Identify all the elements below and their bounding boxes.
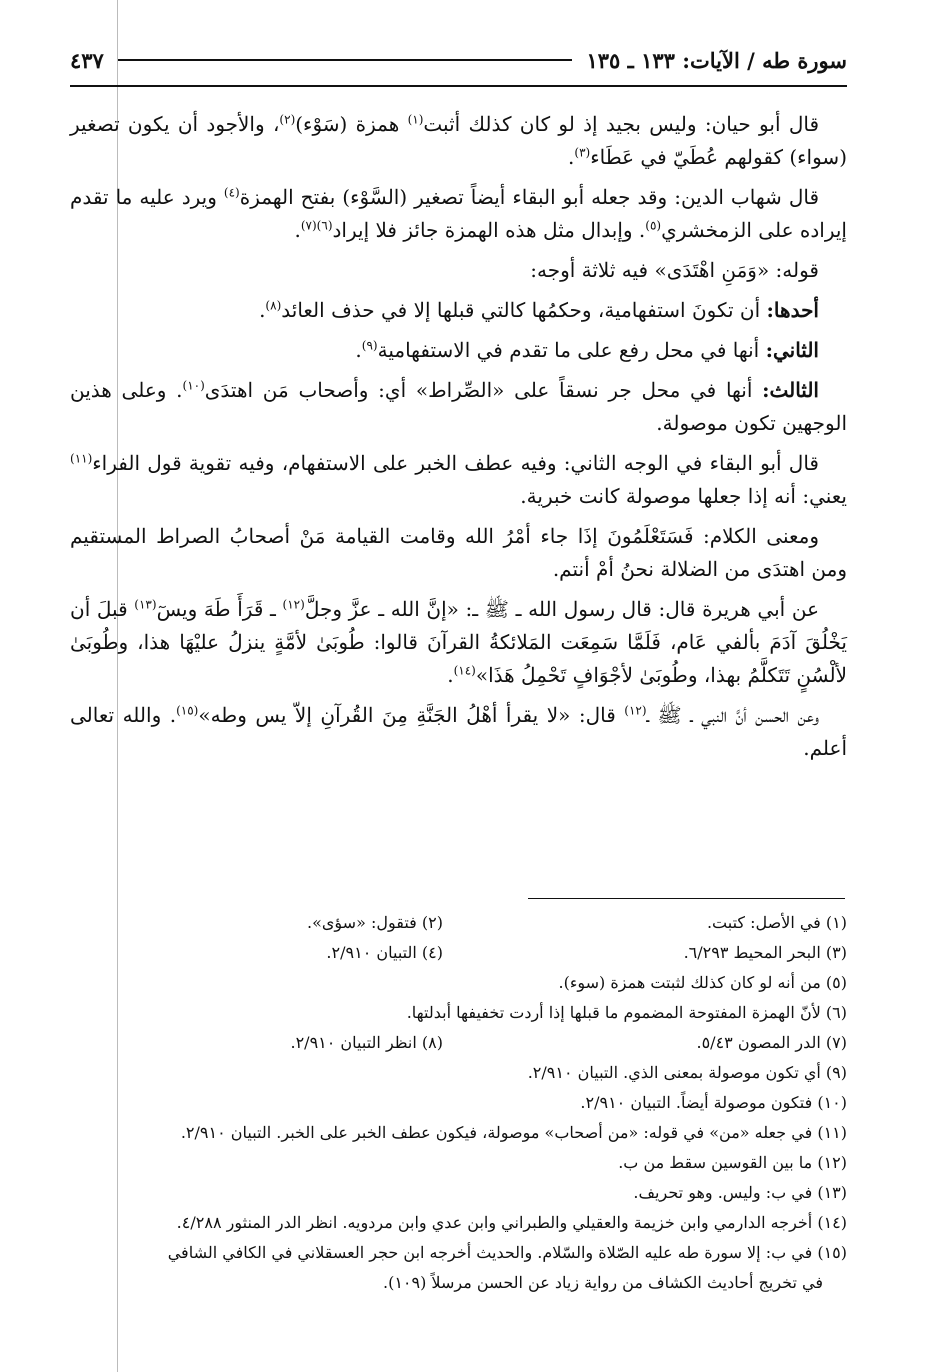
footnote-ref: (١١) (70, 451, 93, 466)
paragraph-text: . (259, 298, 266, 322)
paragraph-text: . وإبدال مثل هذه الهمزة جائز فلا إيراد (332, 218, 646, 242)
paragraph (70, 108, 847, 174)
paragraph-text: قبلَ أن يَخْلُقَ آدَمَ بألفي عَام، فَلَمَّا سَمِعَت المَلائكةُ القرآنَ قالوا: طُوبَىٰ لأمَّةٍ ينزلُ عليْهَا هذا، وطُوبَىٰ لألْسُنٍ تَتَكلَّمُ بهذا، وطُوبَىٰ لأجْوَافٍ تَحْمِلُ هَذَا» (70, 597, 847, 687)
paragraph-text: قال أبو حيان: وليس بجيد إذ لو كان كذلك أثبت (423, 112, 819, 136)
footnote-ref: (٩) (361, 338, 378, 353)
footnote-ref: (٤) (223, 185, 240, 200)
footnote-ref: (١٤) (453, 663, 476, 678)
paragraph-text: قال: «لا يقرأ أهْلُ الجَنَّةِ مِنَ القُرآنِ إلاّ يس وطه» (198, 703, 625, 727)
paragraph (70, 294, 847, 327)
footnote-ref: (١٥) (176, 703, 199, 718)
paragraph-text: وعن الحسن أنَّ النبي ـ ﷺ ـ (646, 703, 820, 727)
paragraph-text: يعني: أنه إذا جعلها موصولة كانت خبرية. (520, 484, 847, 508)
paragraph-text: ـ قَرَأَ طَهَ ويسٓ (156, 597, 283, 621)
paragraph-text: همزة (سَوْء) (295, 112, 408, 136)
paragraph (70, 447, 847, 513)
footnote-item: (٥) من أنه لو كان كذلك لثبتت همزة (سوء). (558, 973, 847, 992)
paragraph-lead: أحدها: (766, 298, 819, 322)
paragraph-text: عن أبي هريرة قال: قال رسول الله ـ ﷺ ـ: «إنَّ الله ـ عزَّ وجلَّ (304, 597, 820, 621)
paragraph-text: . (447, 663, 454, 687)
header-surah: سورة طه / الآيات: ١٣٣ ـ ١٣٥ (586, 47, 847, 73)
footnote-item: (٦) لأنّ الهمزة المفتوحة المضموم ما قبلها إذا أردت تخفيفها أبدلتها. (406, 1003, 847, 1022)
footnote-row (70, 938, 847, 968)
footnotes (70, 908, 847, 1298)
paragraph-text: أن تكونَ استفهامية، وحكمُها كالتي قبلها إلا في حذف العائد (281, 298, 767, 322)
footnote-item: (١٤) أخرجه الدارمي وابن خزيمة والعقيلي والطبراني وابن عدي وابن مردويه. انظر الدر المنثور ٤/٢٨٨. (176, 1213, 847, 1232)
paragraph-text: ، والأجود أن يكون تصغير (سواء) كقولهم عُطَيّ في عَطَاء (70, 112, 847, 169)
paragraph (70, 699, 847, 765)
running-header (70, 40, 847, 80)
paragraph-lead: الثاني: (765, 338, 819, 362)
footnote-item: (١٢) ما بين القوسين سقط من ب. (618, 1153, 847, 1172)
footnote-item: (١٣) في ب: وليس. وهو تحريف. (633, 1183, 847, 1202)
footnote-ref: (٦)(٧) (300, 218, 333, 233)
header-rule (118, 59, 573, 61)
footnote-separator (528, 898, 845, 899)
footnote-ref: (٢) (279, 112, 296, 127)
paragraph-text: . وعلى هذين الوجهين تكون موصولة. (70, 378, 847, 435)
paragraph-text: ويرد عليه ما تقدم إيراده على الزمخشري (70, 185, 847, 242)
paragraph-lead: الثالث: (762, 378, 819, 402)
paragraph-text: . (568, 145, 575, 169)
paragraph-text: ومعنى الكلام: فَسَتَعْلَمُونَ إذَا جاء أمْرُ الله وقامت القيامة مَنْ أصحابُ الصراط المستقيم ومن اهتدَى من الضلالة نحنُ أمْ أنتم. (70, 524, 847, 581)
footnote-item: (٨) انظر التبيان ٢/٩١٠. (290, 1033, 443, 1052)
footnote-item: (٤) التبيان ٢/٩١٠. (326, 943, 443, 962)
footnote-row (70, 908, 847, 938)
paragraph-text: أنها في محل رفع على ما تقدم في الاستفهامية (377, 338, 766, 362)
footnote-item: (٩) أي تكون موصولة بمعنى الذي. التبيان ٢/٩١٠. (527, 1063, 847, 1082)
footnote-item: (٧) الدر المصون ٥/٤٣. (696, 1033, 847, 1052)
paragraph-text: . (355, 338, 362, 362)
footnote-ref: (١) (407, 112, 424, 127)
paragraph (70, 593, 847, 692)
page-number: ٤٣٧ (70, 47, 104, 73)
paragraph (70, 520, 847, 586)
paragraph-text: قوله: «وَمَنِ اهْتَدَى» فيه ثلاثة أوجه: (530, 258, 819, 282)
footnote-ref: (١٣) (134, 597, 157, 612)
footnote-item: (٢) فتقول: «سؤى». (307, 913, 443, 932)
footnote-item: (١٠) فتكون موصولة أيضاً. التبيان ٢/٩١٠. (580, 1093, 847, 1112)
paragraph (70, 374, 847, 440)
footnote-continuation: في تخريج أحاديث الكشاف من رواية زياد عن الحسن مرسلاً (١٠٩). (382, 1273, 823, 1292)
footnote-item: (١٥) في ب: إلا سورة طه عليه الصّلاة والسّلام. والحديث أخرجه ابن حجر العسقلاني في الكافي الشافي (167, 1243, 847, 1262)
footnote-row (70, 1028, 847, 1058)
paragraph-text: . (294, 218, 301, 242)
paragraph-text: . والله تعالى أعلم. (70, 703, 847, 760)
footnote-ref: (٥) (645, 218, 662, 233)
paragraph (70, 254, 847, 287)
footnote-ref: (٨) (265, 298, 282, 313)
paragraph-text: قال شهاب الدين: وقد جعله أبو البقاء أيضاً تصغير (السَّوْء) بفتح الهمزة (239, 185, 819, 209)
paragraph-text: قال أبو البقاء في الوجه الثاني: وفيه عطف الخبر على الاستفهام، وفيه تقوية قول الفراء (92, 451, 819, 475)
footnote-ref: (٣) (574, 145, 591, 160)
paragraph-text: أنها في محل جر نسقاً على «الصِّراط» أي: وأصحاب مَن اهتدَى (204, 378, 763, 402)
footnote-ref: (١٠) (182, 378, 205, 393)
main-text (70, 108, 847, 772)
paragraph (70, 334, 847, 367)
header-divider (70, 85, 847, 87)
footnote-ref: (١٢) (282, 597, 305, 612)
footnote-item: (١١) في جعله «من» في قوله: «من أصحاب» موصولة، فيكون عطف الخبر على الخبر. التبيان ٢/٩١٠. (180, 1123, 847, 1142)
footnote-item: (٣) البحر المحيط ٦/٢٩٣. (683, 943, 847, 962)
footnote-ref: (١٢) (624, 703, 647, 718)
paragraph (70, 181, 847, 247)
footnote-item: (١) في الأصل: كتبت. (706, 913, 847, 932)
